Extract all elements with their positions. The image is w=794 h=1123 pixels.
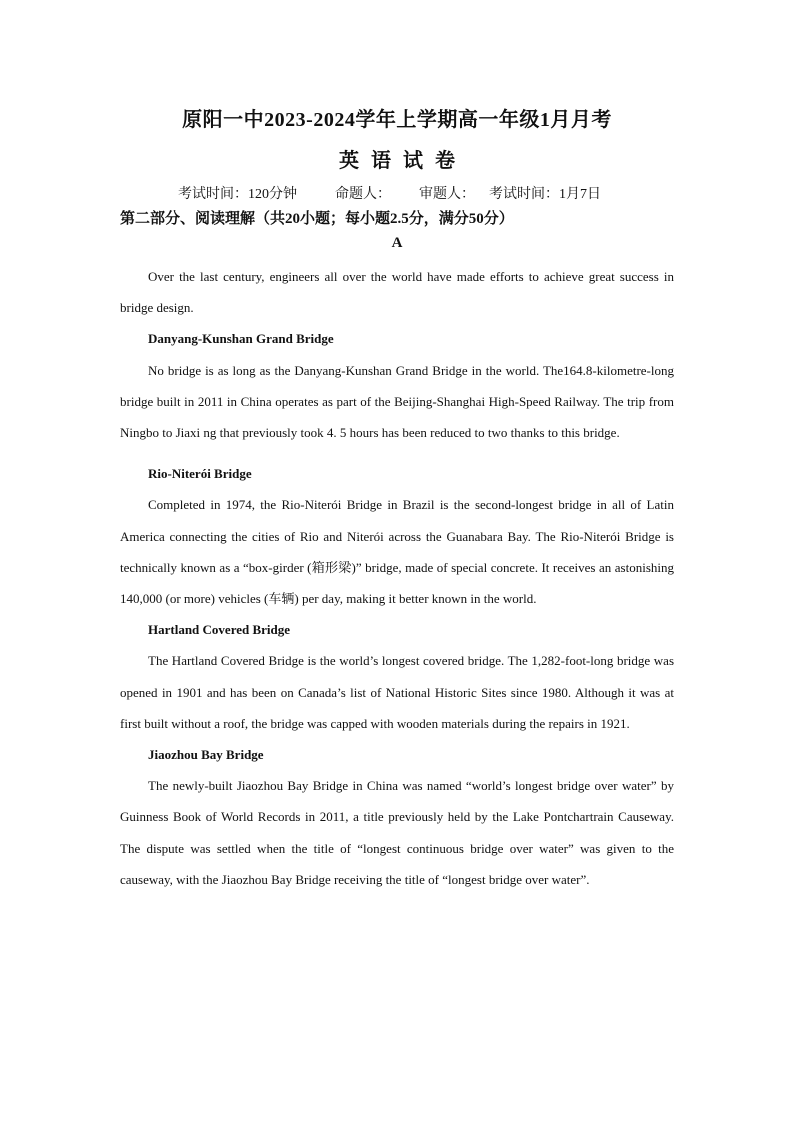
exam-date: 考试时间：1月7日: [489, 187, 601, 202]
section-heading: 第二部分、阅读理解（共20小题；每小题2.5分，满分50分）: [120, 211, 514, 227]
exam-subtitle: 英语试卷: [339, 150, 467, 172]
bridge-heading: Hartland Covered Bridge: [148, 622, 291, 638]
bridge-heading: Rio-Niterói Bridge: [148, 466, 252, 482]
bridge-description: Completed in 1974, the Rio-Niterói Bridge in Brazil is the second-longest bridge in all of Latin America connecting the cities of Rio and Niterói across the Guanabara Bay. The Rio-Niterói Bridge is technically known as a “box-girder (箱形梁)” bridge, made of special concrete. It receives an astonishing 140,000 (or more) vehicles (车辆) per day, making it better known in the world.: [120, 497, 674, 607]
passage-intro: Over the last century, engineers all over the world have made efforts to achieve great success in bridge design.: [120, 269, 674, 316]
exam-title: 原阳一中2023-2024学年上学期高一年级1月月考: [182, 109, 612, 131]
exam-reviewer: 审题人：: [419, 187, 475, 202]
bridge-description: No bridge is as long as the Danyang-Kunshan Grand Bridge in the world. The164.8-kilometre-long bridge built in 2011 in China operates as part of the Beijing-Shanghai High-Speed Railway. The trip from Ningbo to Jiaxi ng that previously took 4. 5 hours has been reduced to two thanks to this bridge.: [120, 362, 674, 441]
exam-duration: 考试时间：120分钟: [178, 187, 297, 202]
exam-setter: 命题人：: [335, 187, 391, 202]
exam-meta: [178, 183, 601, 203]
bridge-heading: Danyang-Kunshan Grand Bridge: [148, 331, 334, 347]
passage-letter: A: [391, 235, 403, 251]
bridge-description: The newly-built Jiaozhou Bay Bridge in China was named “world’s longest bridge over water” by Guinness Book of World Records in 2011, a title previously held by the Lake Pontchartrain Causeway. The dispute was settled when the title of “longest continuous bridge over water” was given to the causeway, with the Jiaozhou Bay Bridge receiving the title of “longest bridge over water”.: [120, 778, 674, 887]
bridge-description: The Hartland Covered Bridge is the world’s longest covered bridge. The 1,282-foot-long bridge was opened in 1901 and has been on Canada’s list of National Historic Sites since 1980. Although it was at first built without a roof, the bridge was capped with wooden materials during the repairs in 1921.: [120, 653, 674, 731]
bridge-heading: Jiaozhou Bay Bridge: [148, 747, 264, 763]
passage-article: [120, 261, 674, 895]
